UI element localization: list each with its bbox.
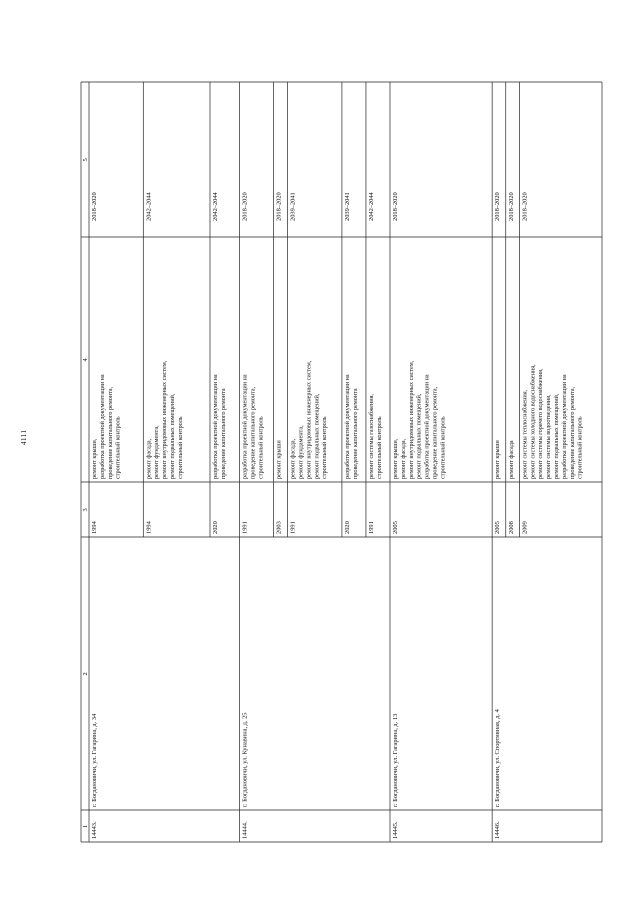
year-built: 1991 [241,521,249,534]
period: 2039–2041 [343,192,351,221]
column-header-3: 3 [82,508,90,512]
year-built: 2009 [521,521,529,534]
period: 2018–2020 [507,192,515,221]
period: 2018–2020 [241,192,249,221]
year-built: 2020 [343,521,351,534]
year-built: 2020 [211,521,219,534]
work-line: строительный контроль [176,416,184,479]
work-line: проведение капитального ремонта, [106,386,114,479]
work-line: ремонт подвальных помещений, [168,393,176,479]
year-built: 1994 [91,521,98,534]
period: 2039–2041 [289,192,297,221]
work-line: разработка проектной документации на [98,374,106,479]
period: 2018–2020 [494,192,502,221]
address: г. Богдановичи, ул. Кунавина, д. 25 [241,712,249,807]
period: 2042–2044 [367,192,375,221]
period: 2018–2020 [391,192,399,221]
work-line: ремонт системы водоотведения, [545,394,553,479]
row-number: 14444. [241,821,249,839]
column-header-2: 2 [82,672,90,676]
year-built: 2008 [507,521,515,534]
period: 2042–2044 [211,192,219,221]
work-line: строительный контроль [257,416,265,479]
row-number: 14445. [391,821,399,839]
work-line: строительный контроль [375,416,383,479]
year-built: 2003 [275,521,283,534]
work-line: ремонт фундамента, [153,425,161,479]
capital-repair-table [81,82,602,842]
address: г. Богдановичи, ул. Гагарина, д. 34 [91,713,98,807]
column-header-1: 1 [82,824,90,828]
column-header-5: 5 [82,158,90,162]
work-line: проведение капитального ремонта [351,388,359,479]
work-line: ремонт фундамента, [297,425,305,479]
work-line: проведение капитального ремонта, [249,386,257,479]
year-built: 2005 [494,521,502,534]
work-line: ремонт подвальных помещений, [313,393,321,479]
work-line: ремонт крыши [275,440,283,479]
work-line: ремонт крыши [494,440,502,479]
work-line: проведение капитального ремонта, [568,386,576,479]
work-line: ремонт подвальных помещений, [415,393,423,479]
work-line: ремонт внутридомовых инженерных систем, [407,360,415,479]
row-number: 14446. [494,821,502,839]
page-number: 4111 [20,429,28,445]
year-built: 1991 [367,521,375,534]
period: 2018–2020 [91,192,98,221]
work-line: разработка проектной документации на [423,374,431,479]
work-line: ремонт внутридомовых инженерных систем, [161,360,169,479]
work-line: ремонт фасада [507,440,515,479]
period: 2018–2020 [521,192,529,221]
work-line: ремонт подвальных помещений, [552,393,560,479]
column-header-4: 4 [82,358,90,362]
work-line: ремонт фасада, [289,438,297,479]
address: г. Богдановичи, ул. Спортивная, д. 4 [494,709,502,807]
year-built: 1994 [145,521,153,534]
work-line: разработка проектной документации на [241,374,249,479]
work-line: ремонт крыши, [391,438,399,479]
period: 2042–2044 [145,192,153,221]
year-built: 1991 [289,521,297,534]
work-line: ремонт системы газоснабжения, [367,394,375,479]
work-line: строительный контроль [439,416,447,479]
work-line: ремонт фасада, [399,438,407,479]
address: г. Богдановичи, ул. Гагарина, д. 13 [391,713,399,807]
work-line: ремонт фасада, [145,438,153,479]
period: 2018–2020 [275,192,283,221]
table-grid [81,82,602,842]
work-line: ремонт системы горячего водоснабжения, [537,368,545,479]
work-line: ремонт крыши, [91,438,98,479]
work-line: разработка проектной документации на [343,374,351,479]
work-line: разработка проектной документации на [211,374,219,479]
work-line: ремонт системы теплоснабжения, [521,389,529,479]
work-line: проведение капитального ремонта [219,388,227,479]
work-line: строительный контроль [114,416,122,479]
work-line: строительный контроль [576,416,584,479]
work-line: разработка проектной документации на [560,374,568,479]
row-number: 14443. [91,821,98,839]
year-built: 2005 [391,521,399,534]
work-line: строительный контроль [321,416,329,479]
work-line: проведение капитального ремонта, [431,386,439,479]
work-line: ремонт внутридомовых инженерных систем, [305,360,313,479]
work-line: ремонт системы холодного водоснабжения, [529,364,537,479]
